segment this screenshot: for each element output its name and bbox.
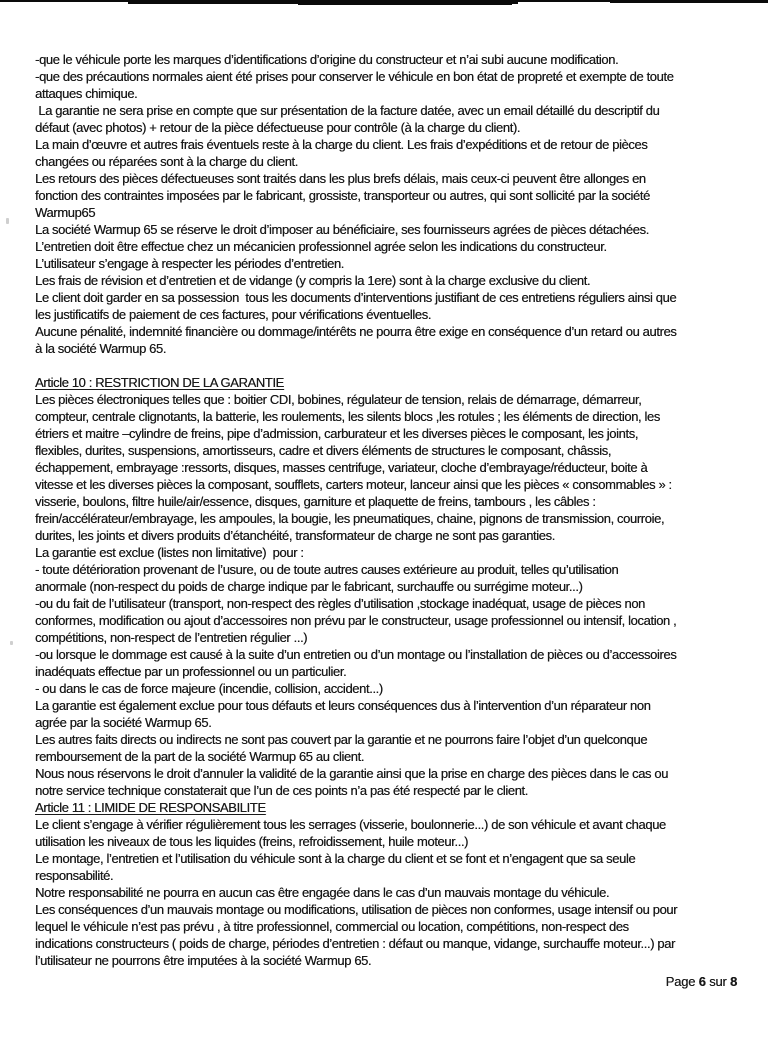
text-line: -que des précautions normales aient été prises pour conserver le véhicule en bon état de propreté et exempte de toute (35, 69, 674, 84)
text-line: étriers et maitre –cylindre de freins, pipe d’admission, carburateur et les diverses pièces le composant, les joints, (35, 426, 638, 441)
text-line: La main d’œuvre et autres frais éventuels reste à la charge du client. Les frais d’expéditions et de retour de pièces (35, 137, 648, 152)
text-line: -que le véhicule porte les marques d’identifications d’origine du constructeur et n’ai subi aucune modification. (35, 52, 619, 67)
text-line: vitesse et les diverses pièces la composant, soufflets, carters moteur, lanceur ainsi que les pièces « consommables » : (35, 477, 672, 492)
text-line: changées ou réparées sont à la charge du client. (35, 154, 298, 169)
text-line: compteur, centrale clignotants, la batterie, les roulements, les silents blocs ,les rotules ; les éléments de direction, les (35, 409, 660, 424)
text-line: Notre responsabilité ne pourra en aucun cas être engagée dans le cas d’un mauvais montage du véhicule. (35, 885, 610, 900)
blank-line (35, 357, 741, 374)
text-line: indications constructeurs ( poids de charge, périodes d’entretien : défaut ou manque, vidange, surchauffe moteur...) par (35, 936, 675, 951)
scan-edge-artifact (610, 0, 768, 3)
text-line: à la société Warmup 65. (35, 341, 166, 356)
page-footer (666, 973, 737, 990)
text-line: L’utilisateur s’engage à respecter les périodes d’entretien. (35, 256, 344, 271)
text-line: inadéquats effectue par un professionnel ou un particulier. (35, 664, 347, 679)
document-body (35, 51, 741, 969)
text-line: La garantie ne sera prise en compte que sur présentation de la facture datée, avec un email détaillé du descriptif du (35, 103, 660, 118)
text-line: attaques chimique. (35, 86, 138, 101)
text-line: agrée par la société Warmup 65. (35, 715, 212, 730)
text-line: - ou dans le cas de force majeure (incendie, collision, accident...) (35, 681, 383, 696)
scan-speck (6, 218, 9, 224)
footer-page-separator: sur (709, 974, 727, 989)
text-line: lequel le véhicule n’est pas prévu , à titre professionnel, commercial ou location, compétitions, non-respect des (35, 919, 629, 934)
text-line: -ou du fait de l’utilisateur (transport, non-respect des règles d’utilisation ,stockage inadéquat, usage de pièces non (35, 596, 645, 611)
text-line: Les retours des pièces défectueuses sont traités dans les plus brefs délais, mais ceux-ci peuvent être allonges en (35, 171, 646, 186)
scan-edge-artifact (298, 0, 512, 5)
text-line: l’utilisateur ne pourrons être imputées à la société Warmup 65. (35, 953, 372, 968)
text-line: Warmup65 (35, 205, 96, 220)
text-line: Aucune pénalité, indemnité financière ou dommage/intérêts ne pourra être exige en conséquence d’un retard ou autres (35, 324, 677, 339)
text-line: Les pièces électroniques telles que : boitier CDI, bobines, régulateur de tension, relais de démarrage, démarreur, (35, 392, 642, 407)
text-line: durites, les joints et divers produits d’étanchéité, transformateur de charge ne sont pas garanties. (35, 528, 555, 543)
footer-page-number: 6 (698, 974, 706, 989)
footer-page-total: 8 (729, 974, 737, 989)
text-line: Les conséquences d’un mauvais montage ou modifications, utilisation de pièces non conformes, usage intensif ou pour (35, 902, 678, 917)
text-line: fonction des contraintes imposées par le fabricant, grossiste, transporteur ou autres, qui sont sollicité par la société (35, 188, 650, 203)
text-line: Le client doit garder en sa possession tous les documents d’interventions justifiant de ces entretiens réguliers ainsi que (35, 290, 677, 305)
text-line: flexibles, durites, suspensions, amortisseurs, cadre et divers éléments de structures le composant, châssis, (35, 443, 612, 458)
text-line: remboursement de la part de la société Warmup 65 au client. (35, 749, 364, 764)
text-line: défaut (avec photos) + retour de la pièce défectueuse pour contrôle (à la charge du client). (35, 120, 520, 135)
section-heading: Article 11 : LIMIDE DE RESPONSABILITE (35, 800, 266, 815)
text-line: - toute détérioration provenant de l’usure, ou de toute autres causes extérieure au produit, telles qu’utilisation (35, 562, 619, 577)
text-line: Le montage, l’entretien et l’utilisation du véhicule sont à la charge du client et se font et n’engagent que sa seule (35, 851, 636, 866)
text-line: visserie, boulons, filtre huile/air/essence, disques, garniture et plaquette de freins, tambours , les câbles : (35, 494, 596, 509)
text-line: -ou lorsque le dommage est causé à la suite d’un entretien ou d’un montage ou l’installation de pièces ou d’accessoires (35, 647, 677, 662)
text-line: responsabilité. (35, 868, 114, 883)
text-line: utilisation les niveaux de tous les liquides (freins, refroidissement, huile moteur...) (35, 834, 468, 849)
text-line: échappement, embrayage :ressorts, disques, masses centrifuge, variateur, cloche d’embrayage/réducteur, boite à (35, 460, 648, 475)
text-line: frein/accélérateur/embrayage, les ampoules, la bougie, les pneumatiques, chaine, pignons de transmission, courroie, (35, 511, 665, 526)
scan-speck (10, 641, 13, 645)
text-line: notre service technique constaterait que l’un de ces points n’a pas été respecté par le client. (35, 783, 528, 798)
text-line: les justificatifs de paiement de ces factures, pour vérifications éventuelles. (35, 307, 431, 322)
text-line: conformes, modification ou ajout d’accessoires non prévu par le constructeur, usage professionnel ou intensif, location , (35, 613, 677, 628)
text-line: anormale (non-respect du poids de charge indique par le fabricant, surchauffe ou surrégime moteur...) (35, 579, 583, 594)
text-line: Nous nous réservons le droit d’annuler la validité de la garantie ainsi que la prise en charge des pièces dans le cas ou (35, 766, 668, 781)
text-line: La garantie est exclue (listes non limitative) pour : (35, 545, 304, 560)
text-line: L’entretien doit être effectue chez un mécanicien professionnel agrée selon les indications du constructeur. (35, 239, 607, 254)
text-line: La société Warmup 65 se réserve le droit d’imposer au bénéficiaire, ses fournisseurs agrées de pièces détachées. (35, 222, 649, 237)
text-line: Le client s’engage à vérifier régulièrement tous les serrages (visserie, boulonnerie...) de son véhicule et avant chaque (35, 817, 666, 832)
text-line: Les autres faits directs ou indirects ne sont pas couvert par la garantie et ne pourrons faire l’objet d’un quelconque (35, 732, 648, 747)
text-line: Les frais de révision et d’entretien et de vidange (y compris la 1ere) sont à la charge exclusive du client. (35, 273, 591, 288)
text-line: La garantie est également exclue pour tous défauts et leurs conséquences dus à l’intervention d’un réparateur non (35, 698, 651, 713)
section-heading: Article 10 : RESTRICTION DE LA GARANTIE (35, 375, 284, 390)
text-line: compétitions, non-respect de l’entretien régulier ...) (35, 630, 308, 645)
footer-page-label: Page (665, 974, 696, 989)
